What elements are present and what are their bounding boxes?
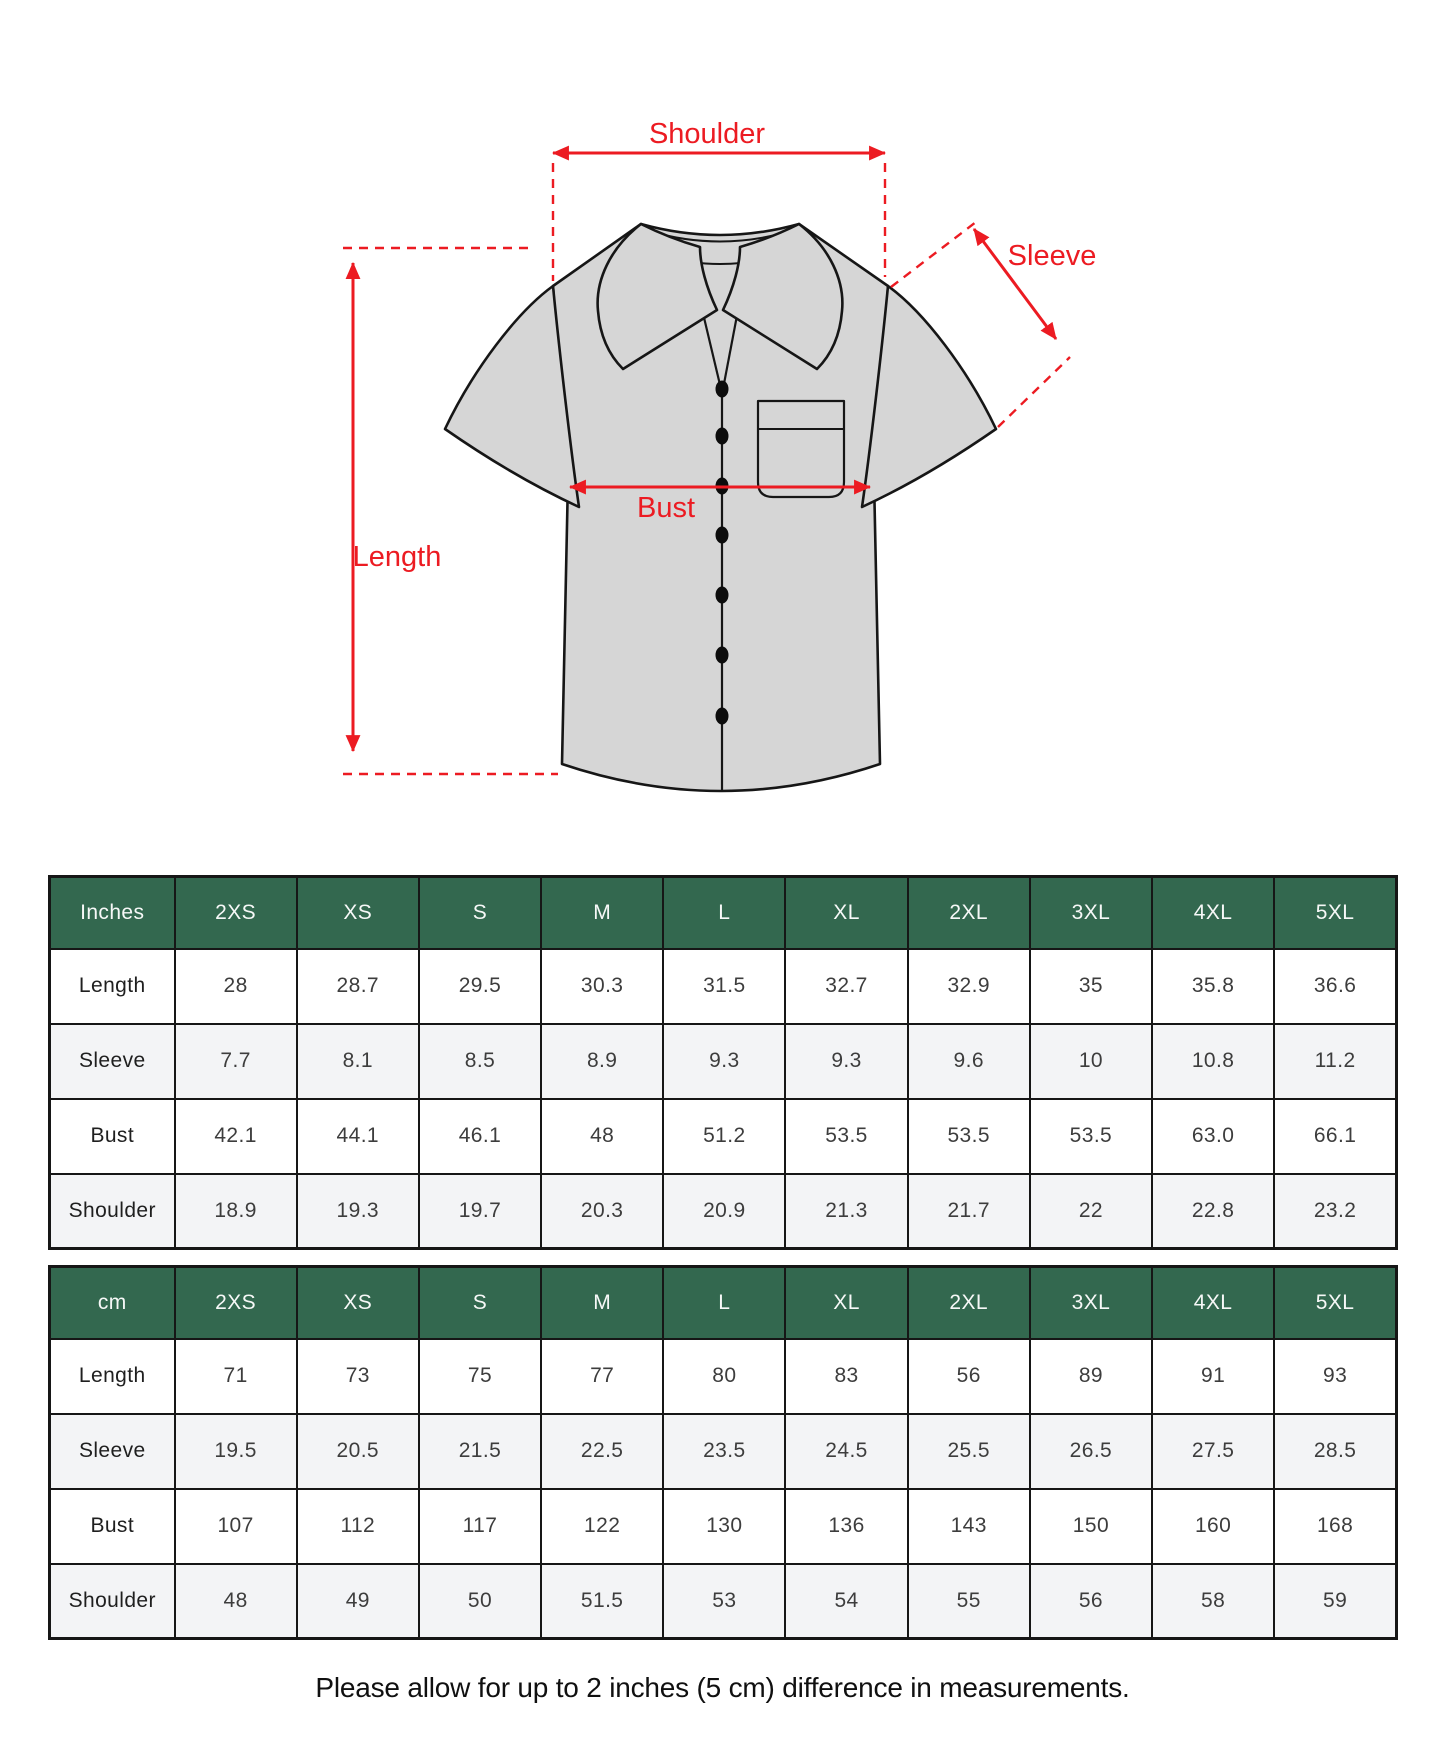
measurement-value: 46.1	[419, 1099, 541, 1174]
measurement-value: 22.5	[541, 1414, 663, 1489]
table-row-length	[50, 1339, 1397, 1414]
row-label-bust: Bust	[50, 1489, 175, 1564]
measurement-value: 8.5	[419, 1024, 541, 1099]
sleeve-label: Sleeve	[1007, 240, 1097, 272]
measurement-value: 66.1	[1274, 1099, 1396, 1174]
measurement-value: 63.0	[1152, 1099, 1274, 1174]
measurement-value: 56	[908, 1339, 1030, 1414]
measurement-value: 44.1	[297, 1099, 419, 1174]
size-tables	[0, 875, 1445, 1640]
measurement-value: 32.7	[785, 949, 907, 1024]
size-column-header: M	[541, 877, 663, 949]
measurement-value: 29.5	[419, 949, 541, 1024]
measurement-value: 80	[663, 1339, 785, 1414]
size-column-header: 2XL	[908, 1267, 1030, 1339]
measurement-value: 122	[541, 1489, 663, 1564]
measurement-value: 73	[297, 1339, 419, 1414]
measurement-value: 150	[1030, 1489, 1152, 1564]
button-dot	[716, 381, 729, 398]
measurement-value: 19.7	[419, 1174, 541, 1249]
size-column-header: 4XL	[1152, 877, 1274, 949]
sleeve-guide-dashed-bottom	[998, 357, 1070, 427]
row-label-shoulder: Shoulder	[50, 1564, 175, 1639]
measurement-value: 77	[541, 1339, 663, 1414]
measurement-value: 21.5	[419, 1414, 541, 1489]
table-row-shoulder	[50, 1174, 1397, 1249]
button-dot	[716, 428, 729, 445]
size-column-header: L	[663, 877, 785, 949]
measurement-value: 19.3	[297, 1174, 419, 1249]
row-label-sleeve: Sleeve	[50, 1024, 175, 1099]
measurement-value: 51.5	[541, 1564, 663, 1639]
measurement-value: 27.5	[1152, 1414, 1274, 1489]
measurement-value: 89	[1030, 1339, 1152, 1414]
size-column-header: 3XL	[1030, 877, 1152, 949]
measurement-value: 107	[175, 1489, 297, 1564]
measurement-value: 10.8	[1152, 1024, 1274, 1099]
table-row-bust	[50, 1489, 1397, 1564]
row-label-shoulder: Shoulder	[50, 1174, 175, 1249]
table-row-length	[50, 949, 1397, 1024]
table-header-row	[50, 877, 1397, 949]
size-table-inches	[48, 875, 1398, 1250]
measurement-value: 53.5	[908, 1099, 1030, 1174]
measurement-value: 160	[1152, 1489, 1274, 1564]
measurement-value: 28	[175, 949, 297, 1024]
measurement-value: 28.7	[297, 949, 419, 1024]
measurement-value: 23.5	[663, 1414, 785, 1489]
size-table-cm	[48, 1265, 1398, 1640]
measurement-value: 83	[785, 1339, 907, 1414]
row-label-length: Length	[50, 949, 175, 1024]
measurement-value: 53.5	[1030, 1099, 1152, 1174]
size-column-header: M	[541, 1267, 663, 1339]
measurement-value: 42.1	[175, 1099, 297, 1174]
measurement-value: 11.2	[1274, 1024, 1396, 1099]
measurement-value: 54	[785, 1564, 907, 1639]
measurement-value: 8.9	[541, 1024, 663, 1099]
measurement-value: 31.5	[663, 949, 785, 1024]
measurement-value: 7.7	[175, 1024, 297, 1099]
size-column-header: XS	[297, 877, 419, 949]
measurement-value: 22	[1030, 1174, 1152, 1249]
button-dot	[716, 647, 729, 664]
measurement-value: 20.3	[541, 1174, 663, 1249]
table-row-sleeve	[50, 1414, 1397, 1489]
measurement-value: 48	[175, 1564, 297, 1639]
measurement-value: 49	[297, 1564, 419, 1639]
length-label: Length	[352, 541, 442, 573]
measurement-value: 23.2	[1274, 1174, 1396, 1249]
size-column-header: S	[419, 877, 541, 949]
table-row-bust	[50, 1099, 1397, 1174]
unit-header-inches: Inches	[50, 877, 175, 949]
measurement-value: 93	[1274, 1339, 1396, 1414]
measurement-value: 28.5	[1274, 1414, 1396, 1489]
measurement-value: 56	[1030, 1564, 1152, 1639]
table-row-sleeve	[50, 1024, 1397, 1099]
measurement-value: 130	[663, 1489, 785, 1564]
measurement-value: 32.9	[908, 949, 1030, 1024]
size-column-header: 4XL	[1152, 1267, 1274, 1339]
size-column-header: XL	[785, 1267, 907, 1339]
measurement-value: 53.5	[785, 1099, 907, 1174]
size-column-header: 5XL	[1274, 1267, 1396, 1339]
row-label-bust: Bust	[50, 1099, 175, 1174]
size-column-header: S	[419, 1267, 541, 1339]
measurement-value: 25.5	[908, 1414, 1030, 1489]
measurement-value: 20.9	[663, 1174, 785, 1249]
measurement-value: 91	[1152, 1339, 1274, 1414]
measurement-value: 21.7	[908, 1174, 1030, 1249]
measurement-value: 55	[908, 1564, 1030, 1639]
button-dot	[716, 587, 729, 604]
shirt-illustration	[445, 224, 996, 791]
measurement-value: 26.5	[1030, 1414, 1152, 1489]
measurement-value: 59	[1274, 1564, 1396, 1639]
measurement-value: 48	[541, 1099, 663, 1174]
measurement-value: 9.3	[663, 1024, 785, 1099]
measurement-value: 24.5	[785, 1414, 907, 1489]
size-column-header: XS	[297, 1267, 419, 1339]
measurement-value: 19.5	[175, 1414, 297, 1489]
measurement-value: 50	[419, 1564, 541, 1639]
shirt-measurement-diagram	[0, 0, 1445, 862]
measurement-value: 117	[419, 1489, 541, 1564]
measurement-value: 10	[1030, 1024, 1152, 1099]
shirt-diagram-svg	[0, 0, 1445, 862]
size-column-header: 5XL	[1274, 877, 1396, 949]
size-column-header: XL	[785, 877, 907, 949]
measurement-value: 58	[1152, 1564, 1274, 1639]
measurement-value: 18.9	[175, 1174, 297, 1249]
measurement-value: 53	[663, 1564, 785, 1639]
measurement-value: 168	[1274, 1489, 1396, 1564]
bust-label: Bust	[636, 492, 696, 524]
row-label-sleeve: Sleeve	[50, 1414, 175, 1489]
size-column-header: L	[663, 1267, 785, 1339]
row-label-length: Length	[50, 1339, 175, 1414]
measurement-tolerance-note: Please allow for up to 2 inches (5 cm) difference in measurements.	[315, 1672, 1130, 1703]
measurement-value: 75	[419, 1339, 541, 1414]
sleeve-guide-dashed-top	[891, 222, 976, 287]
table-header-row	[50, 1267, 1397, 1339]
size-column-header: 2XL	[908, 877, 1030, 949]
measurement-value: 51.2	[663, 1099, 785, 1174]
size-column-header: 2XS	[175, 877, 297, 949]
table-row-shoulder	[50, 1564, 1397, 1639]
size-column-header: 2XS	[175, 1267, 297, 1339]
measurement-value: 136	[785, 1489, 907, 1564]
shoulder-label: Shoulder	[648, 118, 766, 150]
measurement-value: 21.3	[785, 1174, 907, 1249]
measurement-value: 20.5	[297, 1414, 419, 1489]
measurement-value: 30.3	[541, 949, 663, 1024]
measurement-value: 35.8	[1152, 949, 1274, 1024]
measurement-value: 112	[297, 1489, 419, 1564]
chest-pocket	[758, 401, 844, 497]
measurement-value: 36.6	[1274, 949, 1396, 1024]
measurement-value: 8.1	[297, 1024, 419, 1099]
measurement-value: 35	[1030, 949, 1152, 1024]
measurement-value: 71	[175, 1339, 297, 1414]
measurement-value: 143	[908, 1489, 1030, 1564]
unit-header-cm: cm	[50, 1267, 175, 1339]
button-dot	[716, 527, 729, 544]
size-column-header: 3XL	[1030, 1267, 1152, 1339]
measurement-value: 9.3	[785, 1024, 907, 1099]
button-dot	[716, 708, 729, 725]
measurement-value: 22.8	[1152, 1174, 1274, 1249]
measurement-value: 9.6	[908, 1024, 1030, 1099]
